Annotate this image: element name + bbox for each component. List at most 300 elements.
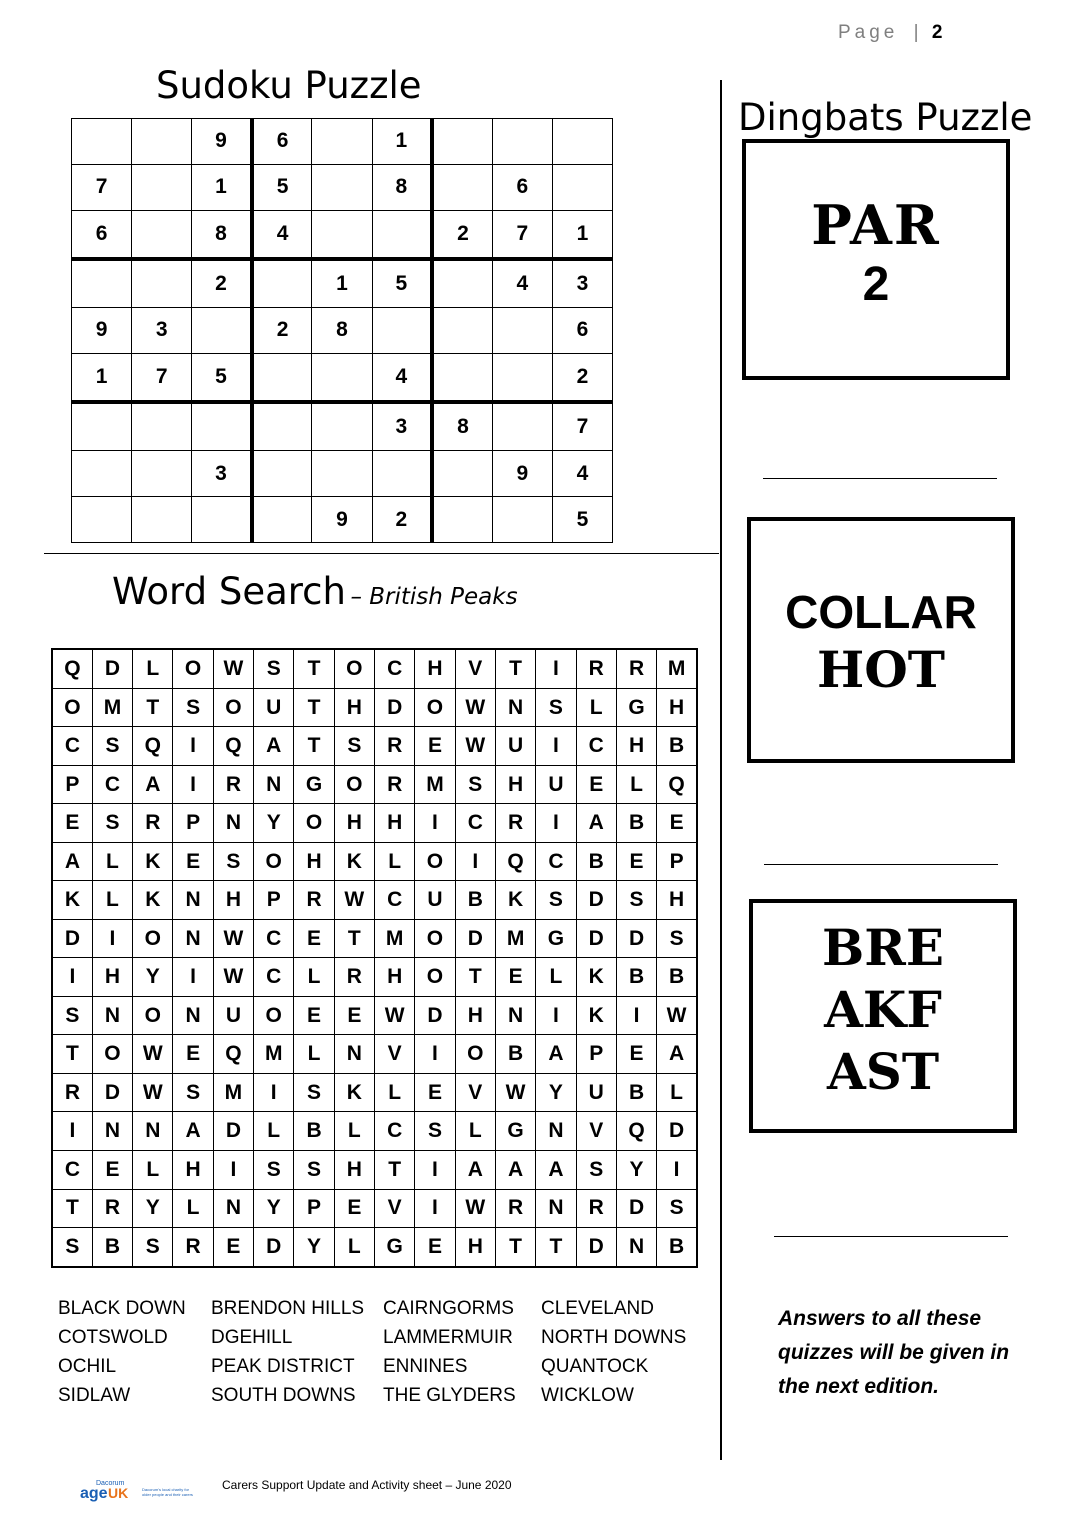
sudoku-cell: 7: [72, 164, 132, 210]
word-search-cell: V: [375, 1035, 415, 1074]
word-search-cell: L: [334, 1228, 374, 1267]
word-search-cell: E: [334, 996, 374, 1035]
word-search-cell: Q: [133, 727, 173, 766]
word-search-cell: G: [294, 765, 334, 804]
word-search-cell: B: [455, 881, 495, 920]
sudoku-cell: [72, 259, 132, 308]
word-search-cell: K: [52, 881, 92, 920]
word-search-cell: P: [254, 881, 294, 920]
sudoku-cell: 4: [492, 259, 552, 308]
word-search-cell: B: [92, 1228, 132, 1267]
sudoku-cell: [312, 402, 372, 451]
sudoku-cell: [252, 259, 312, 308]
dingbat-2-line-2: HOT: [816, 640, 945, 699]
word-search-cell: H: [455, 996, 495, 1035]
word-search-cell: I: [92, 919, 132, 958]
dingbat-3-line-2: AKF: [824, 980, 942, 1039]
sudoku-cell: 9: [312, 497, 372, 543]
column-divider: [720, 80, 722, 1460]
word-search-cell: S: [536, 688, 576, 727]
word-search-row: [52, 881, 697, 920]
word-search-cell: I: [213, 1150, 253, 1189]
word-search-cell: H: [415, 649, 455, 688]
word-search-cell: N: [536, 1189, 576, 1228]
dingbat-3-line-1: BRE: [822, 918, 944, 977]
word-search-cell: R: [495, 804, 535, 843]
dingbat-1-line-1: PAR: [811, 193, 941, 257]
word-search-cell: L: [657, 1073, 697, 1112]
word-search-cell: O: [294, 804, 334, 843]
word-search-cell: Q: [213, 1035, 253, 1074]
word-search-cell: H: [657, 688, 697, 727]
sudoku-cell: [132, 210, 192, 259]
word-search-cell: L: [133, 1150, 173, 1189]
sudoku-cell: [312, 210, 372, 259]
word-search-cell: I: [173, 958, 213, 997]
word-search-cell: U: [576, 1073, 616, 1112]
word-search-cell: Q: [213, 727, 253, 766]
word-search-cell: N: [173, 881, 213, 920]
word-search-cell: L: [536, 958, 576, 997]
sudoku-cell: [492, 402, 552, 451]
word-search-cell: L: [133, 649, 173, 688]
word-search-cell: W: [213, 649, 253, 688]
sudoku-cell: [432, 497, 492, 543]
sudoku-grid: [71, 118, 613, 543]
sudoku-cell: [72, 451, 132, 497]
word-search-cell: H: [294, 842, 334, 881]
word-search-cell: W: [455, 727, 495, 766]
word-search-cell: E: [415, 727, 455, 766]
word-search-cell: O: [455, 1035, 495, 1074]
word-search-cell: A: [254, 727, 294, 766]
word-search-row: [52, 1035, 697, 1074]
word-search-cell: K: [133, 881, 173, 920]
word-search-cell: I: [415, 804, 455, 843]
sudoku-cell: 2: [432, 210, 492, 259]
sudoku-cell: 3: [132, 308, 192, 354]
word-search-cell: E: [495, 958, 535, 997]
word-search-cell: S: [52, 996, 92, 1035]
word-search-cell: W: [455, 1189, 495, 1228]
sudoku-cell: 5: [372, 259, 432, 308]
word-search-cell: W: [375, 996, 415, 1035]
word-search-cell: K: [133, 842, 173, 881]
word-search-cell: T: [294, 688, 334, 727]
word-search-row: [52, 842, 697, 881]
word-search-row: [52, 996, 697, 1035]
word-search-cell: I: [616, 996, 656, 1035]
word-search-cell: H: [375, 804, 415, 843]
word-search-cell: N: [334, 1035, 374, 1074]
word-search-cell: U: [536, 765, 576, 804]
word-search-row: [52, 765, 697, 804]
sudoku-cell: 1: [72, 353, 132, 402]
word-search-cell: M: [254, 1035, 294, 1074]
word-search-cell: I: [173, 765, 213, 804]
sudoku-row: [72, 402, 613, 451]
dingbat-3-line-3: AST: [826, 1042, 940, 1101]
word-search-cell: T: [495, 1228, 535, 1267]
word-search-cell: A: [133, 765, 173, 804]
word-search-row: [52, 1073, 697, 1112]
word-list-item: BLACK DOWN: [58, 1298, 186, 1319]
sudoku-cell: [132, 119, 192, 165]
word-search-cell: R: [576, 1189, 616, 1228]
sudoku-cell: 8: [192, 210, 252, 259]
word-search-cell: A: [657, 1035, 697, 1074]
word-search-cell: A: [536, 1150, 576, 1189]
word-search-cell: I: [52, 1112, 92, 1151]
word-search-cell: E: [213, 1228, 253, 1267]
word-list-item: CLEVELAND: [541, 1298, 654, 1319]
word-search-cell: A: [576, 804, 616, 843]
word-search-cell: T: [52, 1189, 92, 1228]
word-search-cell: S: [576, 1150, 616, 1189]
word-search-cell: L: [92, 881, 132, 920]
word-search-cell: N: [495, 996, 535, 1035]
word-search-cell: Q: [495, 842, 535, 881]
word-search-row: [52, 958, 697, 997]
word-search-cell: D: [92, 649, 132, 688]
word-search-cell: E: [334, 1189, 374, 1228]
sudoku-row: [72, 497, 613, 543]
word-search-cell: O: [415, 958, 455, 997]
word-search-cell: I: [254, 1073, 294, 1112]
word-search-cell: L: [254, 1112, 294, 1151]
word-search-cell: R: [616, 649, 656, 688]
word-search-subtitle: – British Peaks: [350, 584, 518, 610]
sudoku-cell: 6: [492, 164, 552, 210]
page-label: Page: [838, 22, 899, 43]
word-search-row: [52, 727, 697, 766]
word-search-cell: S: [92, 727, 132, 766]
word-search-cell: L: [294, 958, 334, 997]
word-search-cell: C: [455, 804, 495, 843]
word-search-cell: S: [294, 1073, 334, 1112]
word-search-cell: L: [375, 842, 415, 881]
section-divider: [44, 553, 719, 554]
sudoku-cell: [312, 353, 372, 402]
sudoku-cell: 9: [192, 119, 252, 165]
word-search-cell: A: [536, 1035, 576, 1074]
word-search-cell: R: [173, 1228, 213, 1267]
word-search-row: [52, 688, 697, 727]
sudoku-cell: [432, 259, 492, 308]
word-search-row: [52, 649, 697, 688]
word-search-cell: M: [657, 649, 697, 688]
word-search-cell: H: [616, 727, 656, 766]
word-search-cell: U: [254, 688, 294, 727]
sudoku-cell: 3: [192, 451, 252, 497]
sudoku-row: [72, 210, 613, 259]
word-search-cell: S: [133, 1228, 173, 1267]
word-search-row: [52, 804, 697, 843]
word-search-cell: S: [213, 842, 253, 881]
word-search-cell: O: [52, 688, 92, 727]
sudoku-cell: 7: [492, 210, 552, 259]
sudoku-cell: 8: [432, 402, 492, 451]
word-search-cell: G: [536, 919, 576, 958]
word-search-cell: M: [375, 919, 415, 958]
sudoku-row: [72, 451, 613, 497]
word-search-cell: Y: [294, 1228, 334, 1267]
word-search-cell: A: [52, 842, 92, 881]
sudoku-cell: 5: [552, 497, 612, 543]
word-search-cell: L: [616, 765, 656, 804]
word-search-cell: G: [495, 1112, 535, 1151]
sudoku-cell: [372, 210, 432, 259]
word-search-cell: R: [576, 649, 616, 688]
word-search-cell: R: [52, 1073, 92, 1112]
word-search-cell: W: [133, 1073, 173, 1112]
word-search-cell: O: [133, 996, 173, 1035]
sudoku-cell: 1: [372, 119, 432, 165]
word-search-cell: Y: [254, 804, 294, 843]
sudoku-cell: 3: [372, 402, 432, 451]
word-search-cell: T: [133, 688, 173, 727]
word-search-cell: N: [92, 996, 132, 1035]
word-search-cell: L: [173, 1189, 213, 1228]
word-search-cell: O: [92, 1035, 132, 1074]
word-search-cell: D: [576, 1228, 616, 1267]
word-search-cell: T: [495, 649, 535, 688]
age-uk-logo: [78, 1476, 218, 1504]
word-search-cell: I: [415, 1189, 455, 1228]
word-search-cell: T: [294, 649, 334, 688]
word-search-cell: Q: [657, 765, 697, 804]
word-search-cell: M: [495, 919, 535, 958]
word-search-cell: I: [536, 804, 576, 843]
sudoku-cell: 9: [72, 308, 132, 354]
word-search-cell: D: [616, 1189, 656, 1228]
sudoku-cell: [132, 451, 192, 497]
word-search-cell: H: [213, 881, 253, 920]
word-search-cell: L: [455, 1112, 495, 1151]
sudoku-cell: [252, 402, 312, 451]
dingbat-2-line-1: COLLAR: [785, 586, 977, 638]
word-list-item: DGEHILL: [211, 1327, 293, 1348]
word-search-cell: C: [375, 1112, 415, 1151]
word-search-cell: U: [495, 727, 535, 766]
word-search-cell: W: [133, 1035, 173, 1074]
word-search-cell: B: [616, 1073, 656, 1112]
sudoku-cell: [192, 497, 252, 543]
word-search-cell: R: [375, 727, 415, 766]
word-search-cell: D: [375, 688, 415, 727]
sudoku-cell: [132, 259, 192, 308]
word-search-cell: H: [657, 881, 697, 920]
word-search-cell: O: [173, 649, 213, 688]
dingbat-1-line-2: 2: [862, 258, 890, 311]
word-search-cell: V: [455, 649, 495, 688]
dingbats-title: Dingbats Puzzle: [738, 96, 1033, 139]
sudoku-cell: [492, 497, 552, 543]
word-search-cell: Q: [616, 1112, 656, 1151]
sudoku-cell: [192, 402, 252, 451]
word-search-cell: C: [375, 649, 415, 688]
sudoku-cell: 4: [252, 210, 312, 259]
word-search-cell: D: [254, 1228, 294, 1267]
sudoku-cell: [252, 451, 312, 497]
word-search-cell: I: [657, 1150, 697, 1189]
word-search-cell: I: [536, 649, 576, 688]
word-search-cell: L: [375, 1073, 415, 1112]
word-search-cell: E: [173, 1035, 213, 1074]
word-list-item: SOUTH DOWNS: [211, 1385, 356, 1406]
word-search-cell: A: [173, 1112, 213, 1151]
word-search-cell: R: [92, 1189, 132, 1228]
word-search-cell: E: [616, 842, 656, 881]
sudoku-cell: 5: [192, 353, 252, 402]
word-search-cell: H: [173, 1150, 213, 1189]
word-search-cell: E: [415, 1228, 455, 1267]
word-search-cell: P: [52, 765, 92, 804]
word-search-title: Word Search: [112, 570, 346, 613]
word-search-cell: E: [294, 919, 334, 958]
word-search-cell: T: [536, 1228, 576, 1267]
sudoku-row: [72, 164, 613, 210]
sudoku-cell: [132, 497, 192, 543]
word-search-cell: N: [536, 1112, 576, 1151]
word-search-row: [52, 1150, 697, 1189]
word-search-cell: R: [133, 804, 173, 843]
sudoku-cell: [432, 451, 492, 497]
word-search-cell: S: [455, 765, 495, 804]
word-search-cell: K: [334, 1073, 374, 1112]
sudoku-cell: [552, 119, 612, 165]
word-search-cell: Y: [133, 1189, 173, 1228]
word-search-cell: S: [616, 881, 656, 920]
sudoku-row: [72, 119, 613, 165]
word-search-row: [52, 1189, 697, 1228]
sudoku-cell: 1: [552, 210, 612, 259]
age-uk-logo-graphic: [78, 1476, 218, 1504]
word-search-cell: W: [657, 996, 697, 1035]
page-number-value: 2: [931, 22, 943, 43]
word-search-cell: C: [375, 881, 415, 920]
word-search-cell: D: [616, 919, 656, 958]
word-search-cell: D: [415, 996, 455, 1035]
word-search-cell: K: [576, 996, 616, 1035]
svg-text:Dacorum's local charity for: Dacorum's local charity for: [142, 1487, 189, 1492]
word-list-item: SIDLAW: [58, 1385, 131, 1406]
sudoku-cell: 1: [192, 164, 252, 210]
word-search-cell: P: [657, 842, 697, 881]
dingbat-separator-1: [763, 478, 997, 479]
word-search-cell: C: [576, 727, 616, 766]
word-search-cell: L: [294, 1035, 334, 1074]
sudoku-row: [72, 353, 613, 402]
sudoku-cell: [312, 119, 372, 165]
word-search-cell: C: [52, 727, 92, 766]
word-search-cell: N: [92, 1112, 132, 1151]
word-search-cell: R: [375, 765, 415, 804]
word-search-cell: D: [52, 919, 92, 958]
word-search-cell: W: [495, 1073, 535, 1112]
word-search-cell: U: [213, 996, 253, 1035]
word-search-cell: T: [294, 727, 334, 766]
word-search-cell: W: [213, 919, 253, 958]
word-list-item: ENNINES: [383, 1356, 468, 1377]
sudoku-cell: [492, 308, 552, 354]
sudoku-cell: [492, 353, 552, 402]
word-search-cell: C: [92, 765, 132, 804]
word-list-item: QUANTOCK: [541, 1356, 649, 1377]
word-search-cell: W: [213, 958, 253, 997]
word-search-cell: O: [415, 688, 455, 727]
word-search-cell: A: [455, 1150, 495, 1189]
word-search-cell: U: [415, 881, 455, 920]
word-search-cell: Y: [536, 1073, 576, 1112]
sudoku-cell: 7: [132, 353, 192, 402]
word-search-cell: B: [576, 842, 616, 881]
dingbat-box-1: [742, 139, 1010, 380]
word-search-cell: N: [213, 804, 253, 843]
word-search-cell: P: [294, 1189, 334, 1228]
word-search-cell: S: [415, 1112, 455, 1151]
sudoku-cell: 2: [252, 308, 312, 354]
word-search-cell: O: [213, 688, 253, 727]
word-search-cell: H: [334, 688, 374, 727]
word-search-cell: D: [213, 1112, 253, 1151]
word-search-cell: D: [455, 919, 495, 958]
word-search-cell: S: [254, 1150, 294, 1189]
word-search-row: [52, 1112, 697, 1151]
word-list-item: LAMMERMUIR: [383, 1327, 513, 1348]
word-search-grid: [51, 648, 698, 1268]
sudoku-cell: [432, 119, 492, 165]
word-search-cell: C: [254, 958, 294, 997]
word-search-cell: I: [173, 727, 213, 766]
word-search-cell: H: [334, 1150, 374, 1189]
word-search-cell: R: [294, 881, 334, 920]
word-search-cell: S: [657, 1189, 697, 1228]
word-search-cell: Q: [52, 649, 92, 688]
sudoku-cell: [72, 119, 132, 165]
word-search-cell: E: [657, 804, 697, 843]
sudoku-cell: 8: [372, 164, 432, 210]
sudoku-cell: [372, 308, 432, 354]
sudoku-cell: 9: [492, 451, 552, 497]
word-search-cell: S: [657, 919, 697, 958]
sudoku-cell: 4: [372, 353, 432, 402]
sudoku-cell: [132, 164, 192, 210]
word-list: [58, 1298, 698, 1408]
sudoku-cell: 4: [552, 451, 612, 497]
word-search-cell: O: [334, 765, 374, 804]
word-search-cell: N: [213, 1189, 253, 1228]
word-search-cell: V: [455, 1073, 495, 1112]
sudoku-cell: [432, 308, 492, 354]
sudoku-cell: [372, 451, 432, 497]
word-search-cell: O: [334, 649, 374, 688]
svg-text:older people and their carers: older people and their carers: [142, 1492, 193, 1497]
word-search-cell: A: [495, 1150, 535, 1189]
sudoku-cell: [492, 119, 552, 165]
dingbat-box-3: [749, 899, 1017, 1133]
word-list-item: THE GLYDERS: [383, 1385, 516, 1406]
word-search-cell: D: [92, 1073, 132, 1112]
word-search-cell: E: [576, 765, 616, 804]
word-list-item: CAIRNGORMS: [383, 1298, 514, 1319]
word-search-cell: V: [576, 1112, 616, 1151]
word-search-cell: P: [576, 1035, 616, 1074]
word-search-cell: K: [334, 842, 374, 881]
sudoku-cell: [432, 164, 492, 210]
word-search-cell: L: [576, 688, 616, 727]
word-list-item: BRENDON HILLS: [211, 1298, 365, 1319]
